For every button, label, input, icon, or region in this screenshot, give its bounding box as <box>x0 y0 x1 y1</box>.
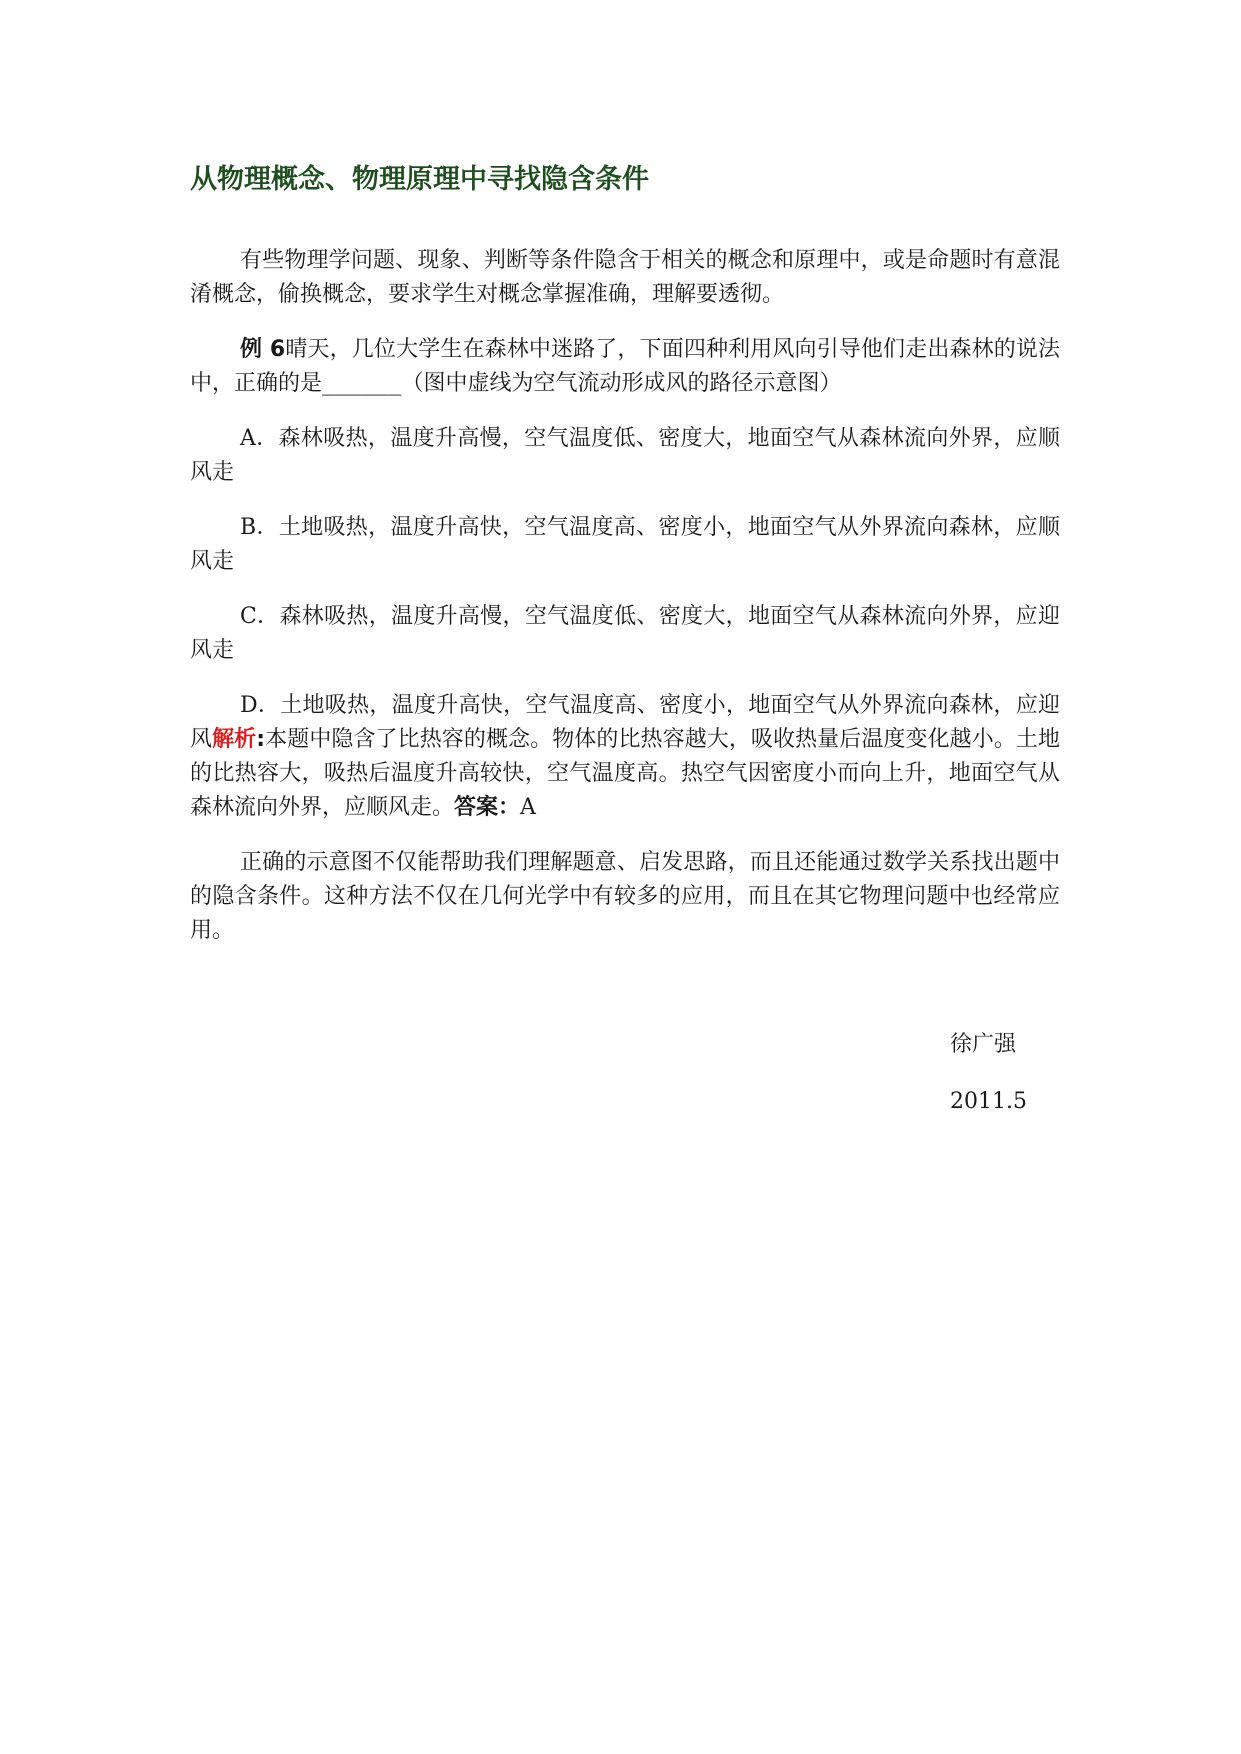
analysis-text: 本题中隐含了比热容的概念。物体的比热容越大，吸收热量后温度变化越小。土地的比热容大，吸热后温度升高较快，空气温度高。热空气因密度小而向上升，地面空气从森林流向外界，应顺风走。 <box>190 727 1060 820</box>
analysis-colon: : <box>256 727 266 752</box>
example-text: 晴天，几位大学生在森林中迷路了，下面四种利用风向引导他们走出森林的说法中，正确的是 <box>190 337 1060 396</box>
answer-blank: ______ <box>322 371 402 396</box>
option-b: B．土地吸热，温度升高快，空气温度高、密度小，地面空气从外界流向森林，应顺风走 <box>190 515 1060 574</box>
option-d-with-analysis <box>190 689 1060 825</box>
analysis-label: 解析 <box>212 727 257 752</box>
option-c: C．森林吸热，温度升高慢，空气温度低、密度大，地面空气从森林流向外界，应迎风走 <box>190 604 1060 663</box>
document-date: 2011.5 <box>950 1089 1027 1114</box>
option-a: A．森林吸热，温度升高慢，空气温度低、密度大，地面空气从森林流向外界，应顺风走 <box>190 426 1060 485</box>
example-note: （图中虚线为空气流动形成风的路径示意图） <box>401 371 842 396</box>
intro-paragraph: 有些物理学问题、现象、判断等条件隐含于相关的概念和原理中，或是命题时有意混淆概念，偷换概念，要求学生对概念掌握准确，理解要透彻。 <box>190 248 1060 307</box>
conclusion-paragraph: 正确的示意图不仅能帮助我们理解题意、启发思路，而且还能通过数学关系找出题中的隐含条件。这种方法不仅在几何光学中有较多的应用，而且在其它物理问题中也经常应用。 <box>190 850 1060 943</box>
option-d: D．土地吸热，温度升高快，空气温度高、密度小，地面空气从外界流向森林，应迎风 <box>190 693 1060 752</box>
answer-label: 答案： <box>454 795 521 820</box>
example-paragraph <box>190 333 1060 401</box>
document-title: 从物理概念、物理原理中寻找隐含条件 <box>190 164 649 195</box>
answer-value: A <box>520 795 536 820</box>
example-label: 例 6 <box>240 337 286 362</box>
author-name: 徐广强 <box>950 1032 1017 1057</box>
document-body <box>190 160 1060 969</box>
